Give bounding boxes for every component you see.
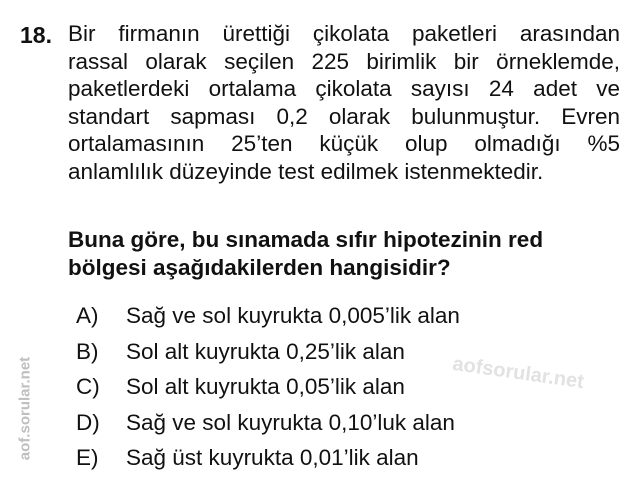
watermark-side: aof.sorular.net	[16, 356, 34, 461]
option-letter: A)	[76, 303, 99, 328]
prompt-line: bölgesi aşağıdakilerden hangisidir?	[68, 255, 451, 280]
prompt-line: Buna göre, bu sınamada sıfır hipotezinin red	[68, 227, 544, 252]
watermark-center: aofsorular.net	[451, 352, 586, 394]
question-number: 18.	[20, 22, 52, 48]
option-text: Sağ üst kuyrukta 0,01’lik alan	[126, 445, 419, 470]
option-text: Sol alt kuyrukta 0,05’lik alan	[126, 374, 405, 399]
option-c[interactable]	[76, 374, 460, 410]
stem-line: anlamlılık düzeyinde test edilmek istenmektedir.	[68, 158, 544, 184]
option-text: Sağ ve sol kuyrukta 0,10’luk alan	[126, 409, 455, 435]
option-letter: B)	[76, 338, 99, 364]
option-text: Sağ ve sol kuyrukta 0,005’lik alan	[126, 303, 460, 328]
option-letter: E)	[76, 445, 99, 470]
stem-line: Bir firmanın ürettiği çikolata paketleri arasından	[68, 21, 620, 46]
answer-options	[76, 303, 460, 481]
option-e[interactable]	[76, 445, 460, 481]
option-letter: D)	[76, 409, 100, 435]
stem-line: ortalamasının 25’ten küçük olup olmadığı %5	[68, 131, 620, 157]
option-b[interactable]	[76, 339, 460, 375]
stem-line: standart sapması 0,2 olarak bulunmuştur. Evren	[68, 103, 620, 129]
stem-line: rassal olarak seçilen 225 birimlik bir örneklemde,	[68, 48, 620, 74]
option-text: Sol alt kuyrukta 0,25’lik alan	[126, 338, 405, 364]
question-stem	[68, 20, 620, 186]
option-letter: C)	[76, 374, 100, 399]
option-d[interactable]	[76, 410, 460, 446]
question-prompt	[68, 226, 620, 282]
option-a[interactable]	[76, 303, 460, 339]
stem-line: paketlerdeki ortalama çikolata sayısı 24 adet ve	[68, 76, 620, 102]
